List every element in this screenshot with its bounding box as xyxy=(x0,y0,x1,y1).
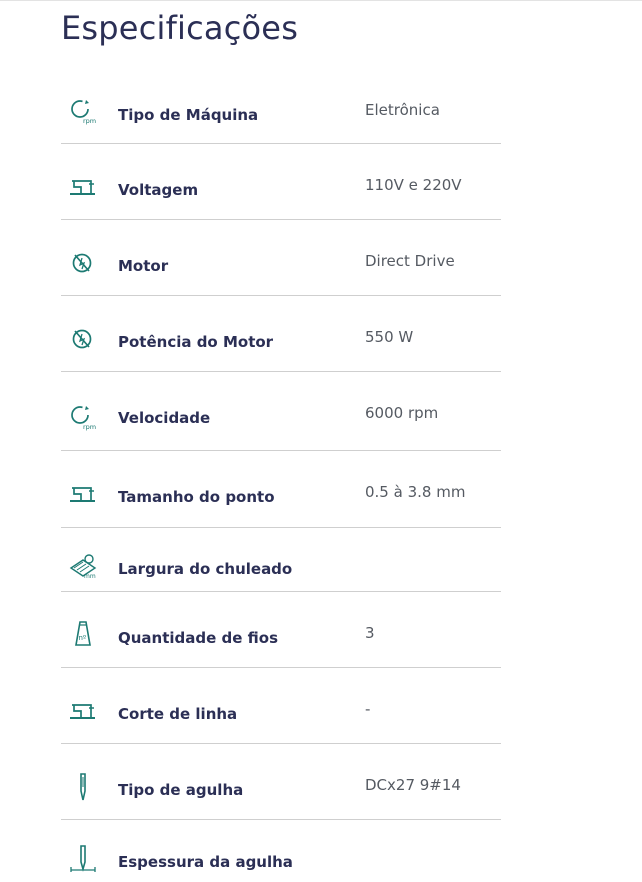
svg-text:rpm: rpm xyxy=(83,423,97,431)
spec-row xyxy=(61,592,501,668)
spec-row xyxy=(61,451,501,528)
needle-thickness-icon xyxy=(69,845,97,873)
sewing-machine-icon xyxy=(69,699,97,727)
svg-text:mm: mm xyxy=(84,573,96,580)
rpm-icon xyxy=(69,403,97,431)
top-divider xyxy=(0,0,642,1)
spec-row xyxy=(61,528,501,592)
spec-value: 550 W xyxy=(365,328,414,346)
needle-icon xyxy=(69,773,97,801)
svg-text:nº: nº xyxy=(78,634,87,642)
spec-value: 6000 rpm xyxy=(365,404,439,422)
spec-label: Tamanho do ponto xyxy=(118,488,275,506)
thread-cone-icon xyxy=(69,620,97,648)
spec-row xyxy=(61,744,501,820)
rpm-icon xyxy=(69,97,97,125)
spec-label: Motor xyxy=(118,257,169,275)
spec-value: 3 xyxy=(365,624,375,642)
spec-label: Espessura da agulha xyxy=(118,853,293,871)
spec-label: Largura do chuleado xyxy=(118,560,293,578)
spec-row xyxy=(61,668,501,744)
svg-text:rpm: rpm xyxy=(83,117,97,125)
spec-row xyxy=(61,820,501,882)
spec-value: 0.5 à 3.8 mm xyxy=(365,483,466,501)
motor-icon xyxy=(69,326,97,354)
page-title: Especificações xyxy=(61,9,299,47)
spec-value: 110V e 220V xyxy=(365,176,462,194)
spec-row xyxy=(61,72,501,144)
motor-icon xyxy=(69,250,97,278)
spec-label: Potência do Motor xyxy=(118,333,274,351)
spec-row xyxy=(61,372,501,451)
spec-row xyxy=(61,144,501,220)
spec-label: Corte de linha xyxy=(118,705,238,723)
overlock-width-icon xyxy=(69,552,97,580)
spec-label: Velocidade xyxy=(118,409,211,427)
spec-label: Quantidade de fios xyxy=(118,629,279,647)
spec-row xyxy=(61,220,501,296)
spec-label: Tipo de Máquina xyxy=(118,106,259,124)
spec-list xyxy=(61,72,501,882)
sewing-machine-icon xyxy=(69,482,97,510)
spec-row xyxy=(61,296,501,372)
spec-value: Eletrônica xyxy=(365,101,440,119)
spec-label: Voltagem xyxy=(118,181,199,199)
spec-value: DCx27 9#14 xyxy=(365,776,461,794)
sewing-machine-icon xyxy=(69,175,97,203)
spec-label: Tipo de agulha xyxy=(118,781,244,799)
spec-value: Direct Drive xyxy=(365,252,455,270)
spec-value: - xyxy=(365,700,371,718)
